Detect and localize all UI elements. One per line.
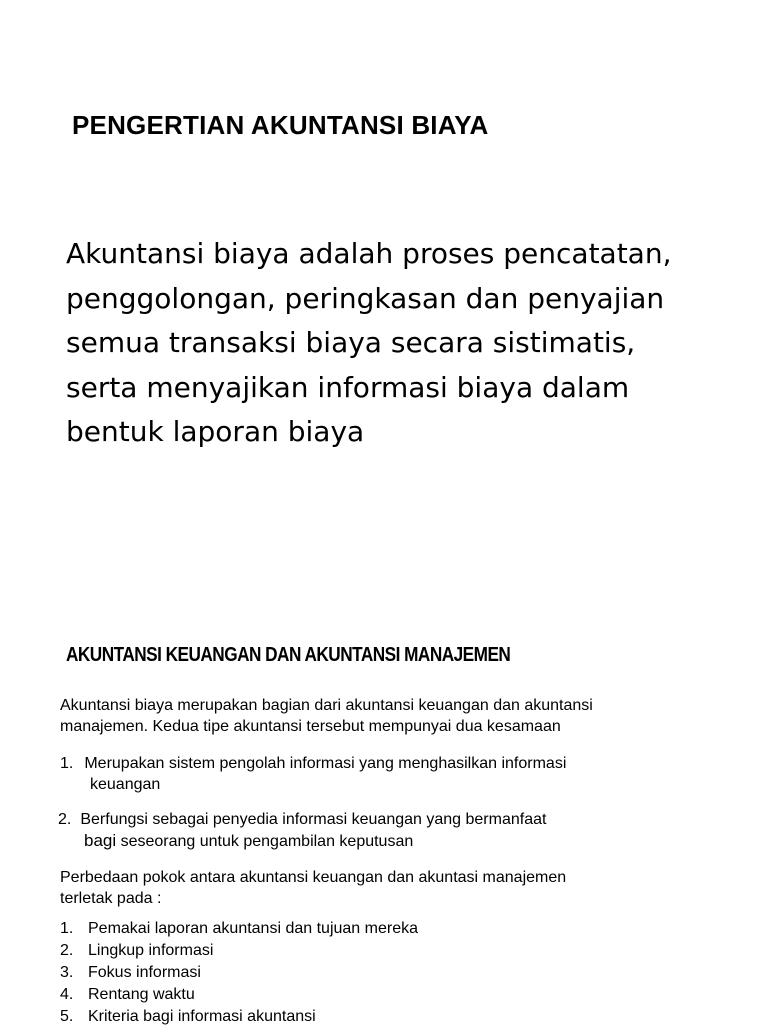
- similarity-item-1: [60, 753, 566, 795]
- definition-line: Akuntansi biaya adalah proses pencatatan,: [66, 237, 672, 270]
- similarity-number: 2.: [58, 811, 72, 828]
- list-number: 1.: [60, 920, 74, 937]
- intro-paragraph: [60, 695, 593, 737]
- difference-intro-line: Perbedaan pokok antara akuntansi keuangan dan akuntasi manajemen: [60, 869, 567, 886]
- list-item: [60, 984, 418, 1006]
- similarity-prefix: bagi: [84, 831, 117, 850]
- list-item: [60, 940, 418, 962]
- definition-line: semua transaksi biaya secara sistimatis,: [66, 326, 636, 359]
- list-item: [60, 1006, 418, 1028]
- list-text: Pemakai laporan akuntansi dan tujuan mereka: [88, 920, 418, 937]
- section-heading: AKUNTANSI KEUANGAN DAN AKUNTANSI MANAJEMEN: [66, 644, 511, 666]
- definition-line: bentuk laporan biaya: [66, 415, 365, 448]
- list-number: 5.: [60, 1008, 74, 1025]
- difference-intro: [60, 867, 566, 909]
- page-title: PENGERTIAN AKUNTANSI BIAYA: [72, 110, 489, 140]
- intro-line: Akuntansi biaya merupakan bagian dari akuntansi keuangan dan akuntansi: [60, 697, 593, 714]
- list-number: 3.: [60, 964, 74, 981]
- similarity-number: 1.: [60, 755, 74, 772]
- list-number: 4.: [60, 986, 74, 1003]
- similarity-continuation: keuangan: [90, 776, 161, 793]
- list-item: [60, 962, 418, 984]
- list-text: Fokus informasi: [88, 964, 201, 981]
- similarity-line: [58, 809, 546, 830]
- similarity-text: Berfungsi sebagai penyedia informasi keuangan yang bermanfaat: [80, 811, 547, 828]
- list-text: Rentang waktu: [88, 986, 195, 1003]
- definition-line: serta menyajikan informasi biaya dalam: [66, 370, 630, 404]
- difference-list: [60, 918, 418, 1028]
- list-text: Lingkup informasi: [88, 942, 214, 959]
- intro-line: manajemen. Kedua tipe akuntansi tersebut mempunyai dua kesamaan: [60, 718, 561, 735]
- similarity-rest: seseorang untuk pengambilan keputusan: [120, 833, 414, 850]
- list-item: [60, 918, 418, 940]
- similarity-line: [60, 753, 566, 774]
- similarity-text: Merupakan sistem pengolah informasi yang menghasilkan informasi: [84, 755, 567, 772]
- definition-paragraph: [66, 232, 756, 455]
- similarity-item-2: [58, 809, 546, 852]
- list-number: 2.: [60, 942, 74, 959]
- definition-line: penggolongan, peringkasan dan penyajian: [66, 281, 665, 315]
- similarity-continuation: [58, 830, 546, 852]
- difference-intro-line: terletak pada :: [60, 890, 162, 907]
- list-text: Kriteria bagi informasi akuntansi: [88, 1008, 316, 1025]
